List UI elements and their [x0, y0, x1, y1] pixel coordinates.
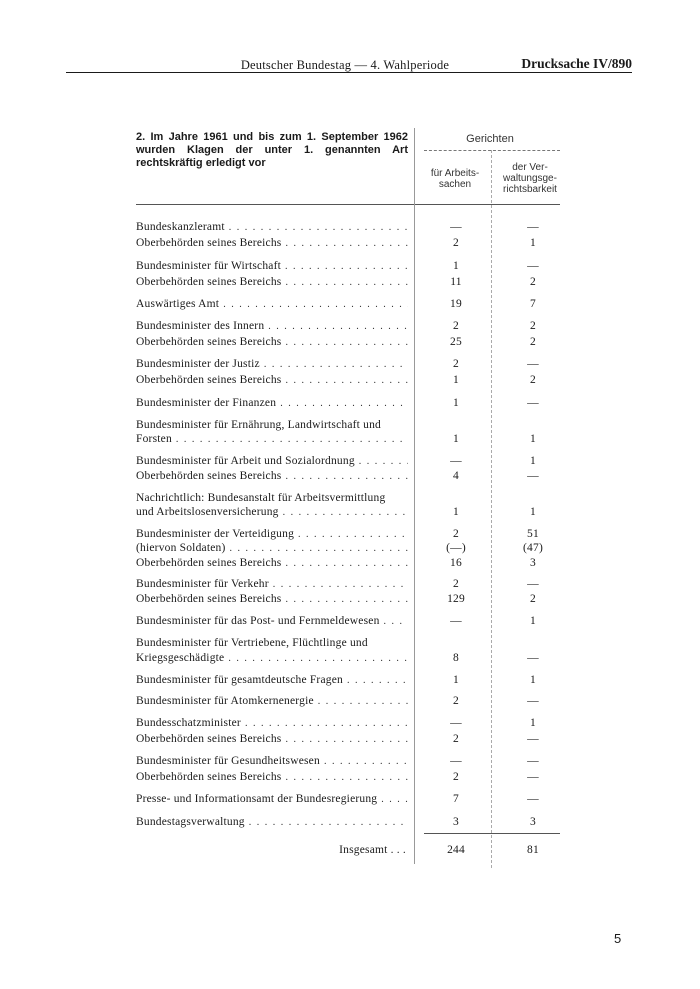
table-row	[136, 673, 576, 688]
cell-arbeitssachen: —	[450, 717, 462, 729]
row-label: Bundesminister für Ernährung, Landwirtschaft und	[136, 419, 381, 431]
table-row	[136, 505, 576, 520]
table-row	[136, 592, 576, 607]
row-label: Presse- und Informationsamt der Bundesregierung . . .	[136, 792, 408, 807]
row-label: Oberbehörden seines Bereichs . . .	[136, 275, 408, 290]
cell-arbeitssachen: —	[450, 755, 462, 767]
row-label: Bundesminister für gesamtdeutsche Fragen . . .	[136, 673, 408, 688]
cell-arbeitssachen: 1	[453, 506, 459, 518]
table-row	[136, 527, 576, 542]
table-row	[136, 815, 576, 830]
sum-rule	[424, 833, 560, 834]
cell-arbeitssachen: 25	[450, 336, 462, 348]
header-rule	[66, 72, 632, 73]
table-row	[136, 636, 576, 651]
cell-arbeitssachen: 2	[453, 771, 459, 783]
row-label: Auswärtiges Amt . . .	[136, 297, 408, 312]
cell-arbeitssachen: 4	[453, 470, 459, 482]
cell-verwaltungsgerichtsbarkeit: 51	[527, 528, 539, 540]
table-row	[136, 319, 576, 334]
cell-arbeitssachen: 1	[453, 374, 459, 386]
row-label: Kriegsgeschädigte . . .	[136, 651, 408, 666]
row-label: Bundesminister für Wirtschaft . . .	[136, 259, 408, 274]
cell-arbeitssachen: 1	[453, 674, 459, 686]
cell-arbeitssachen: 8	[453, 652, 459, 664]
row-label: Forsten . . .	[136, 432, 408, 447]
row-label: Bundeskanzleramt . . .	[136, 220, 408, 235]
table-row	[136, 491, 576, 506]
row-label: Oberbehörden seines Bereichs . . .	[136, 236, 408, 251]
row-label: und Arbeitslosenversicherung . . .	[136, 505, 408, 520]
cell-arbeitssachen: 1	[453, 397, 459, 409]
cell-arbeitssachen: 2	[453, 733, 459, 745]
row-label: Nachrichtlich: Bundesanstalt für Arbeitsvermittlung	[136, 492, 386, 504]
cell-arbeitssachen: 2	[453, 695, 459, 707]
cell-verwaltungsgerichtsbarkeit: 2	[530, 336, 536, 348]
page-number: 5	[614, 931, 622, 946]
cell-verwaltungsgerichtsbarkeit: 2	[530, 276, 536, 288]
table-row	[136, 732, 576, 747]
total-label: Insgesamt . . .	[339, 844, 406, 856]
cell-arbeitssachen: 1	[453, 433, 459, 445]
cell-arbeitssachen: —	[450, 615, 462, 627]
table-row	[136, 396, 576, 411]
table-row	[136, 556, 576, 571]
cell-arbeitssachen: 16	[450, 557, 462, 569]
cell-verwaltungsgerichtsbarkeit: 1	[530, 615, 536, 627]
cell-arbeitssachen: 2	[453, 320, 459, 332]
row-label: Bundesminister für Gesundheitswesen . . .	[136, 754, 408, 769]
cell-arbeitssachen: 1	[453, 260, 459, 272]
row-label: Bundesminister für Atomkernenergie . . .	[136, 694, 408, 709]
table-row	[136, 614, 576, 629]
cell-verwaltungsgerichtsbarkeit: —	[527, 733, 539, 745]
row-label: Oberbehörden seines Bereichs . . .	[136, 732, 408, 747]
cell-verwaltungsgerichtsbarkeit: 1	[530, 717, 536, 729]
running-header-title: Deutscher Bundestag — 4. Wahlperiode	[240, 58, 450, 72]
row-label: (hiervon Soldaten) . . .	[136, 541, 408, 556]
cell-verwaltungsgerichtsbarkeit: —	[527, 755, 539, 767]
cell-verwaltungsgerichtsbarkeit: 1	[530, 674, 536, 686]
cell-arbeitssachen: 2	[453, 358, 459, 370]
table-row	[136, 220, 576, 235]
cell-arbeitssachen: 7	[453, 793, 459, 805]
cell-verwaltungsgerichtsbarkeit: 2	[530, 374, 536, 386]
row-label: Bundesminister für das Post- und Fernmeldewesen . . .	[136, 614, 408, 629]
row-label: Oberbehörden seines Bereichs . . .	[136, 556, 408, 571]
cell-verwaltungsgerichtsbarkeit: 1	[530, 237, 536, 249]
cell-arbeitssachen: 129	[447, 593, 465, 605]
table-row	[136, 454, 576, 469]
group-header-rule	[424, 150, 560, 151]
total-row	[136, 843, 576, 858]
column-group-header: Gerichten	[466, 133, 514, 145]
cell-arbeitssachen: 2	[453, 528, 459, 540]
cell-verwaltungsgerichtsbarkeit: 1	[530, 506, 536, 518]
column-header-verwaltungsgerichtsbarkeit: der Ver- waltungsge- richtsbarkeit	[503, 162, 557, 195]
cell-arbeitssachen: 11	[450, 276, 462, 288]
table-row	[136, 716, 576, 731]
total-verwaltungsgerichtsbarkeit: 81	[527, 844, 539, 856]
table-row	[136, 373, 576, 388]
cell-verwaltungsgerichtsbarkeit: —	[527, 221, 539, 233]
table-row	[136, 259, 576, 274]
row-label: Oberbehörden seines Bereichs . . .	[136, 770, 408, 785]
table-row	[136, 694, 576, 709]
cell-verwaltungsgerichtsbarkeit: 3	[530, 557, 536, 569]
cell-arbeitssachen: —	[450, 455, 462, 467]
cell-verwaltungsgerichtsbarkeit: 1	[530, 433, 536, 445]
table-row	[136, 236, 576, 251]
table-row	[136, 357, 576, 372]
section-intro: 2. Im Jahre 1961 und bis zum 1. September 1962 wurden Klagen der unter 1. genannten Art rechtskräftig erledigt vor	[136, 131, 408, 169]
table-header-rule	[136, 204, 560, 205]
cell-verwaltungsgerichtsbarkeit: —	[527, 652, 539, 664]
row-label: Bundesminister der Verteidigung . . .	[136, 527, 408, 542]
row-label: Bundesminister des Innern . . .	[136, 319, 408, 334]
cell-arbeitssachen: 3	[453, 816, 459, 828]
table-row	[136, 275, 576, 290]
table-row	[136, 651, 576, 666]
table-row	[136, 770, 576, 785]
cell-arbeitssachen: (—)	[446, 542, 466, 554]
row-label: Bundesminister für Arbeit und Sozialordnung . . .	[136, 454, 408, 469]
table-row	[136, 792, 576, 807]
row-label: Oberbehörden seines Bereichs . . .	[136, 373, 408, 388]
cell-arbeitssachen: 19	[450, 298, 462, 310]
row-label: Oberbehörden seines Bereichs . . .	[136, 335, 408, 350]
cell-arbeitssachen: 2	[453, 578, 459, 590]
cell-verwaltungsgerichtsbarkeit: —	[527, 695, 539, 707]
table-row	[136, 335, 576, 350]
table-row	[136, 577, 576, 592]
row-label: Bundesschatzminister . . .	[136, 716, 408, 731]
cell-verwaltungsgerichtsbarkeit: 2	[530, 320, 536, 332]
cell-arbeitssachen: —	[450, 221, 462, 233]
table-row	[136, 754, 576, 769]
row-label: Bundesminister für Vertriebene, Flüchtlinge und	[136, 637, 368, 649]
cell-verwaltungsgerichtsbarkeit: —	[527, 260, 539, 272]
table-row	[136, 469, 576, 484]
cell-verwaltungsgerichtsbarkeit: (47)	[523, 542, 543, 554]
cell-verwaltungsgerichtsbarkeit: —	[527, 578, 539, 590]
table-row	[136, 418, 576, 433]
table-row	[136, 541, 576, 556]
cell-verwaltungsgerichtsbarkeit: 1	[530, 455, 536, 467]
row-label: Bundesminister für Verkehr . . .	[136, 577, 408, 592]
row-label: Bundestagsverwaltung . . .	[136, 815, 408, 830]
row-label: Bundesminister der Justiz . . .	[136, 357, 408, 372]
cell-verwaltungsgerichtsbarkeit: —	[527, 397, 539, 409]
cell-arbeitssachen: 2	[453, 237, 459, 249]
row-label: Bundesminister der Finanzen . . .	[136, 396, 408, 411]
cell-verwaltungsgerichtsbarkeit: —	[527, 358, 539, 370]
table-row	[136, 432, 576, 447]
table-row	[136, 297, 576, 312]
document-reference: Drucksache IV/890	[521, 56, 632, 71]
column-header-arbeitssachen: für Arbeits- sachen	[430, 168, 480, 190]
row-label: Oberbehörden seines Bereichs . . .	[136, 469, 408, 484]
cell-verwaltungsgerichtsbarkeit: 7	[530, 298, 536, 310]
cell-verwaltungsgerichtsbarkeit: —	[527, 470, 539, 482]
total-arbeitssachen: 244	[447, 844, 465, 856]
cell-verwaltungsgerichtsbarkeit: —	[527, 793, 539, 805]
cell-verwaltungsgerichtsbarkeit: 3	[530, 816, 536, 828]
cell-verwaltungsgerichtsbarkeit: 2	[530, 593, 536, 605]
cell-verwaltungsgerichtsbarkeit: —	[527, 771, 539, 783]
row-label: Oberbehörden seines Bereichs . . .	[136, 592, 408, 607]
